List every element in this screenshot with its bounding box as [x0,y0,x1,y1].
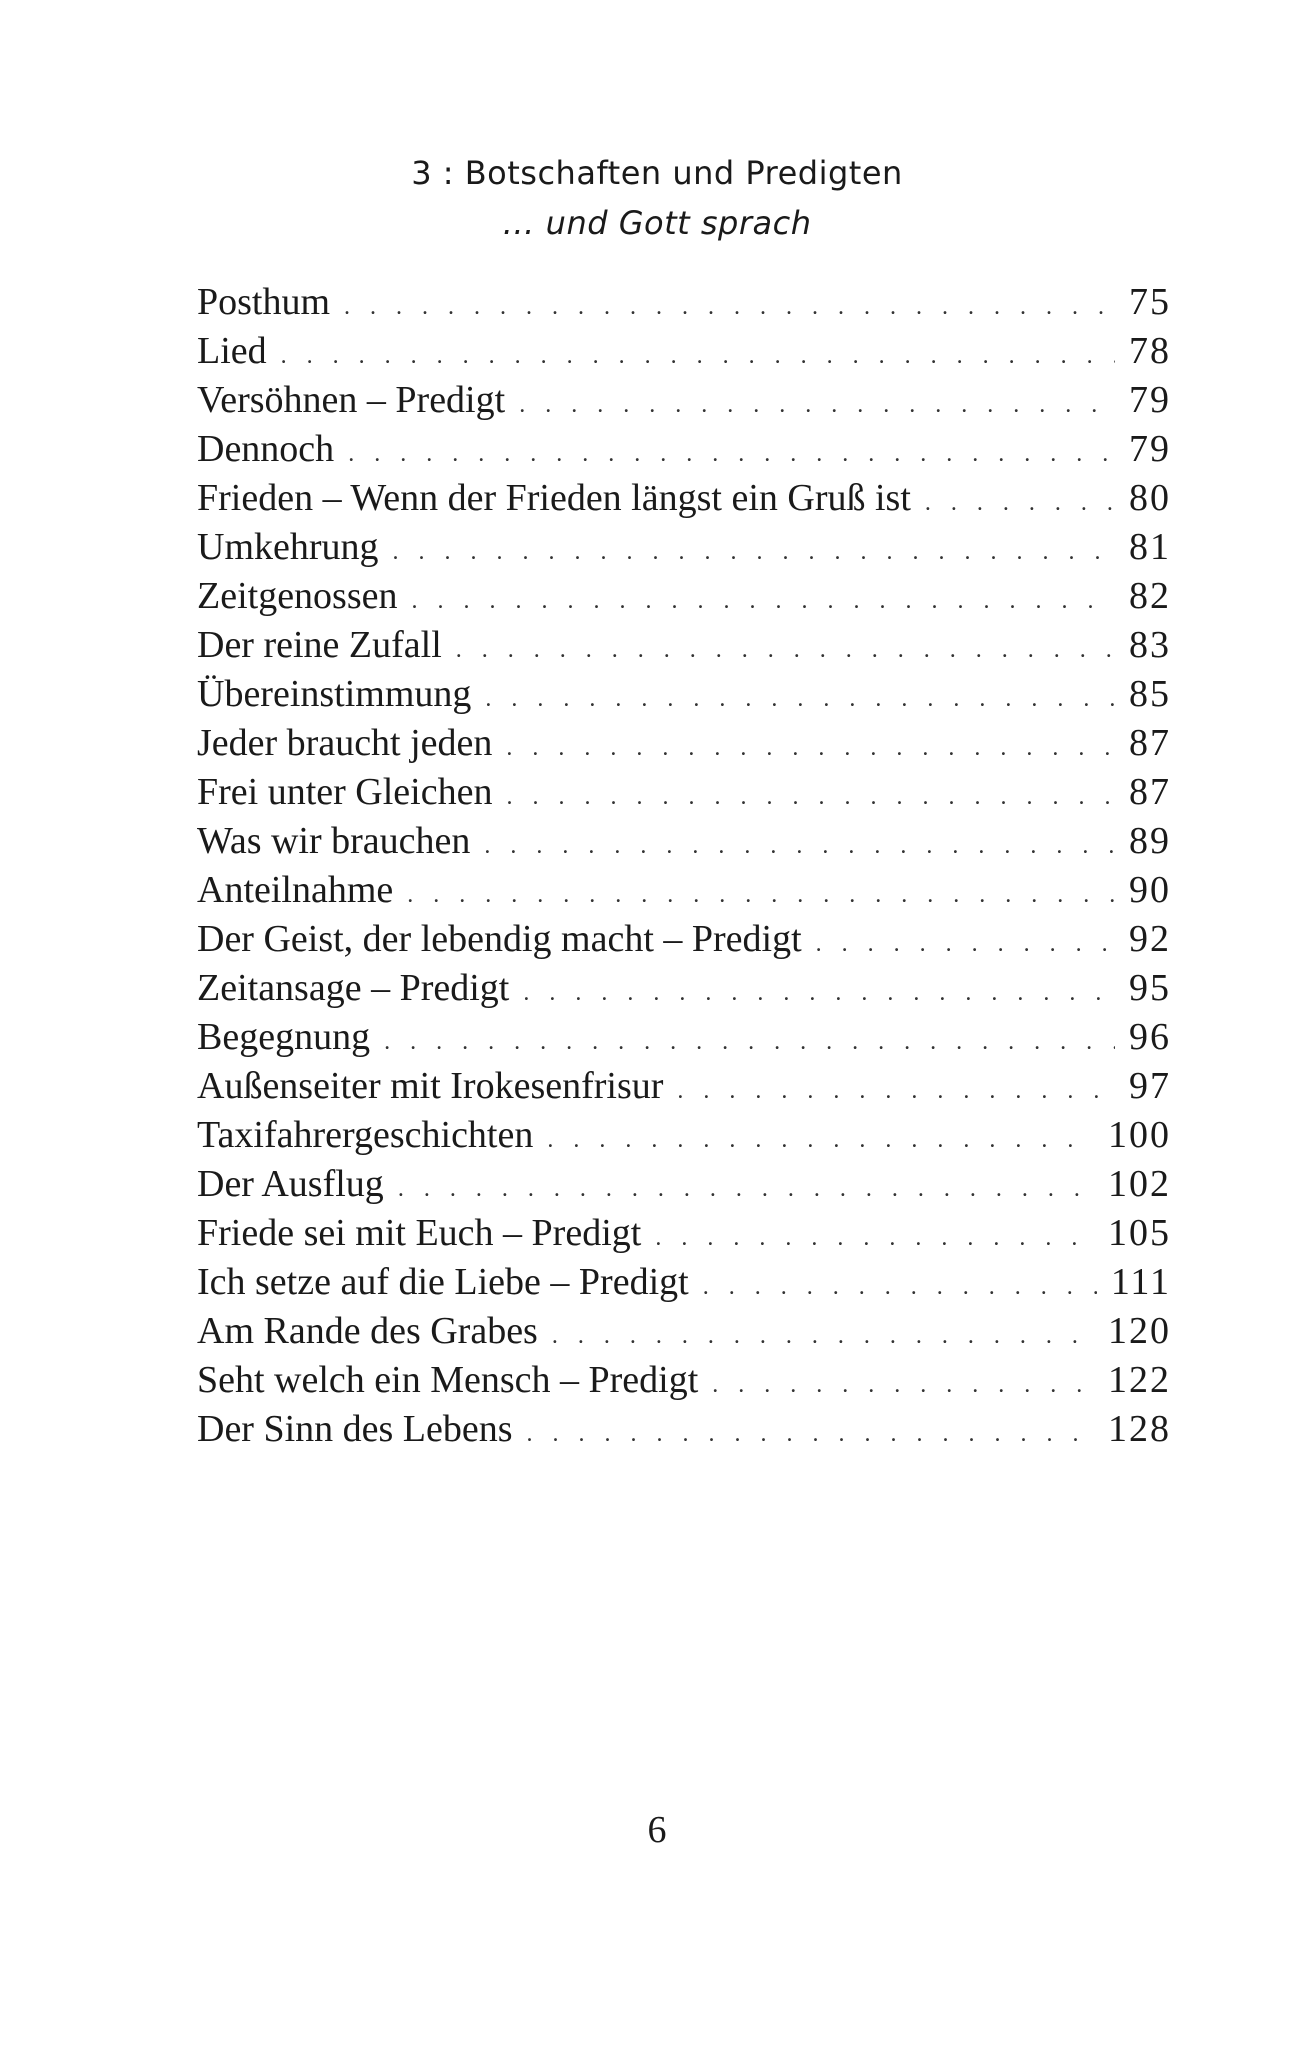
toc-entry [197,915,1171,964]
toc-entry-title: Dennoch [197,428,335,470]
dot-leader [712,1361,1094,1410]
page-number: 6 [647,1809,667,1851]
toc-entry-title: Anteilnahme [197,869,394,911]
toc-entry-title: Seht welch ein Mensch – Predigt [197,1359,699,1401]
toc-entry-title: Der Geist, der lebendig macht – Predigt [197,918,802,960]
toc-entry-title: Zeitgenossen [197,575,398,617]
toc-entry [197,523,1171,572]
toc-entry-page: 102 [1108,1163,1171,1205]
toc-entry-title: Der reine Zufall [197,624,442,666]
toc-entry-title: Frieden – Wenn der Frieden längst ein Gruß ist [197,477,911,519]
toc-entry-page: 96 [1129,1016,1171,1058]
toc-entry-title: Zeitansage – Predigt [197,967,510,1009]
toc-entry [197,1405,1171,1454]
dot-leader [547,1116,1094,1165]
toc-entry-title: Der Ausflug [197,1163,384,1205]
toc-entry [197,1062,1171,1111]
toc-entry [197,1258,1171,1307]
dot-leader [527,1410,1094,1459]
toc-entry-page: 95 [1129,967,1171,1009]
dot-leader [506,773,1115,822]
toc-entry-page: 80 [1129,477,1171,519]
dot-leader [456,626,1115,675]
toc-entry [197,719,1171,768]
toc-entry-title: Lied [197,330,267,372]
toc-entry [197,1013,1171,1062]
toc-entry-title: Am Rande des Grabes [197,1310,538,1352]
toc-entry-page: 92 [1129,918,1171,960]
dot-leader [485,675,1115,724]
dot-leader [281,332,1115,381]
dot-leader [519,381,1115,430]
toc-entry-page: 90 [1129,869,1171,911]
dot-leader [384,1018,1115,1067]
dot-leader [703,1263,1097,1312]
toc-entry-page: 75 [1129,281,1171,323]
dot-leader [506,724,1115,773]
toc-entry-page: 82 [1129,575,1171,617]
toc-entry [197,1111,1171,1160]
toc-entry-title: Umkehrung [197,526,379,568]
toc-entry [197,278,1171,327]
dot-leader [393,528,1115,577]
dot-leader [677,1067,1115,1116]
section-subtitle: … und Gott sprach [502,204,812,242]
toc-entry [197,866,1171,915]
toc-entry-title: Was wir brauchen [197,820,471,862]
toc-entry-title: Taxifahrergeschichten [197,1114,534,1156]
toc-entry [197,474,1171,523]
toc-entry-page: 97 [1129,1065,1171,1107]
toc-entry-page: 83 [1129,624,1171,666]
toc-entry-page: 105 [1108,1212,1171,1254]
toc-entry-title: Jeder braucht jeden [197,722,493,764]
toc-entry-title: Friede sei mit Euch – Predigt [197,1212,642,1254]
toc-entry-page: 81 [1129,526,1171,568]
toc-entry [197,1209,1171,1258]
dot-leader [552,1312,1094,1361]
toc-entry-page: 87 [1129,722,1171,764]
toc-entry [197,425,1171,474]
dot-leader [344,283,1115,332]
toc-entry-page: 89 [1129,820,1171,862]
toc-entry-page: 85 [1129,673,1171,715]
dot-leader [407,871,1115,920]
toc-entry [197,1356,1171,1405]
toc-entry-title: Übereinstimmung [197,673,472,715]
toc-entry-title: Ich setze auf die Liebe – Predigt [197,1261,689,1303]
toc-entry [197,1160,1171,1209]
toc-entry-page: 79 [1129,379,1171,421]
toc-entry-title: Der Sinn des Lebens [197,1408,513,1450]
dot-leader [816,920,1115,969]
toc-entry [197,1307,1171,1356]
table-of-contents [197,278,1171,1454]
toc-entry-page: 100 [1108,1114,1171,1156]
toc-entry-page: 78 [1129,330,1171,372]
toc-entry-page: 128 [1108,1408,1171,1450]
toc-entry [197,964,1171,1013]
toc-entry [197,621,1171,670]
toc-entry-page: 87 [1129,771,1171,813]
toc-entry-page: 122 [1108,1359,1171,1401]
toc-entry [197,670,1171,719]
toc-entry [197,376,1171,425]
toc-entry-title: Begegnung [197,1016,371,1058]
section-title: 3 : Botschaften und Predigten [411,154,903,192]
dot-leader [925,479,1115,528]
dot-leader [412,577,1115,626]
dot-leader [484,822,1115,871]
toc-entry [197,327,1171,376]
toc-entry-title: Außenseiter mit Irokesenfrisur [197,1065,664,1107]
toc-entry-title: Frei unter Gleichen [197,771,493,813]
dot-leader [348,430,1115,479]
toc-entry [197,768,1171,817]
toc-entry-page: 79 [1129,428,1171,470]
dot-leader [523,969,1115,1018]
dot-leader [655,1214,1094,1263]
toc-entry-title: Versöhnen – Predigt [197,379,506,421]
toc-entry-page: 111 [1110,1261,1171,1303]
toc-entry-page: 120 [1108,1310,1171,1352]
toc-entry-title: Posthum [197,281,331,323]
toc-entry [197,817,1171,866]
toc-entry [197,572,1171,621]
dot-leader [398,1165,1094,1214]
